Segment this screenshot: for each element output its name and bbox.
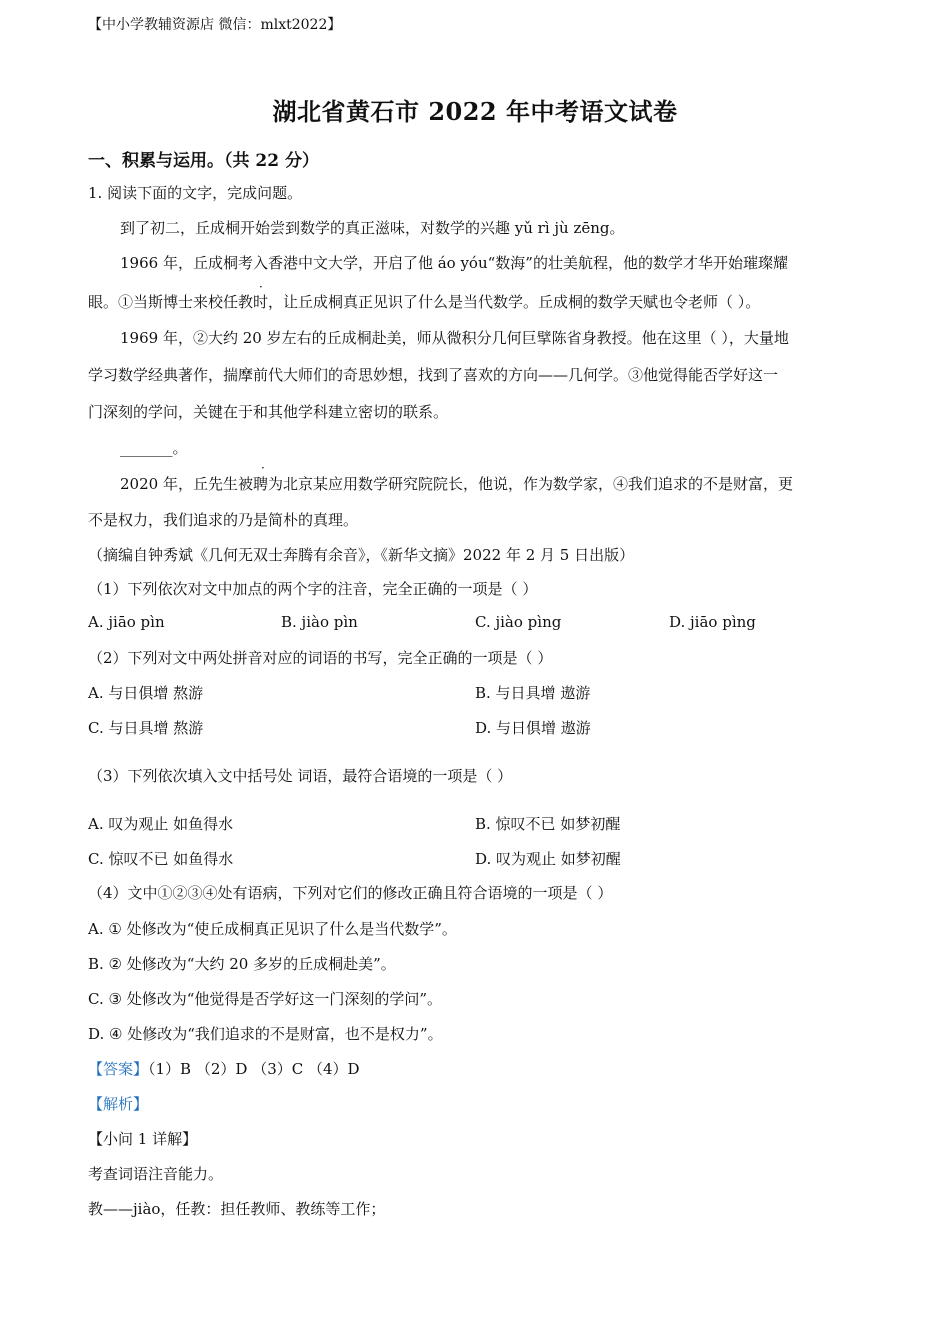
emphasis-dot: · [261,461,265,475]
option-d[interactable]: D. jiāo pìng [669,613,756,631]
passage-para-3a: 1969 年，②大约 20 岁左右的丘成桐赴美，师从微积分几何巨擘陈省身教授。他在这里（ ），大量地 [120,329,789,347]
option-c[interactable]: C. ③ 处修改为“他觉得是否学好这一门深刻的学问”。 [88,990,443,1008]
passage-para-3b: 学习数学经典著作，揣摩前代大师们的奇思妙想，找到了喜欢的方向——几何学。③他觉得能否学好这一 [88,366,779,384]
sub-question-1-stem: （1）下列依次对文中加点的两个字的注音，完全正确的一项是（ ） [88,580,538,598]
question-stem: 1. 阅读下面的文字，完成问题。 [88,184,303,202]
option-a[interactable]: A. 叹为观止 如鱼得水 [88,815,234,833]
answer-line [88,1058,360,1079]
page-title: 湖北省黄石市 2022 年中考语文试卷 [272,97,678,126]
option-a[interactable]: A. ① 处修改为“使丘成桐真正见识了什么是当代数学”。 [88,920,457,938]
option-d[interactable]: D. 与日俱增 遨游 [475,719,591,737]
option-c[interactable]: C. 惊叹不已 如鱼得水 [88,850,234,868]
sub-question-2-stem: （2）下列对文中两处拼音对应的词语的书写，完全正确的一项是（ ） [88,649,553,667]
option-c[interactable]: C. jiào pìng [475,613,562,631]
answer-text: （1）B （2）D （3）C （4）D [148,1060,360,1078]
detail-text: 考查词语注音能力。 [88,1165,224,1183]
passage-para-3c: 门深刻的学问，关键在于和其他学科建立密切的联系。 [88,403,449,421]
passage-blank-line: _______。 [120,439,188,457]
detail-label: 【小问 1 详解】 [88,1130,198,1148]
section-heading: 一、积累与运用。（共 22 分） [88,151,319,171]
emphasis-dot: · [259,280,263,294]
top-banner: 【中小学教辅资源店 微信：mlxt2022】 [88,17,342,33]
option-b[interactable]: B. 与日具增 遨游 [475,684,591,702]
passage-para-2a: 1966 年，丘成桐考入香港中文大学，开启了他 áo yóu“数海”的壮美航程，他的数学才华开始璀璨耀 [120,254,788,272]
sub-question-3-stem: （3）下列依次填入文中括号处 词语，最符合语境的一项是（ ） [88,767,513,785]
passage-para-1: 到了初二，丘成桐开始尝到数学的真正滋味，对数学的兴趣 yǔ rì jù zēng。 [120,219,625,237]
passage-source: （摘编自钟秀斌《几何无双士奔腾有余音》，《新华文摘》2022 年 2 月 5 日出版） [88,546,635,564]
option-b[interactable]: B. 惊叹不已 如梦初醒 [475,815,621,833]
detail-text: 教——jiào，任教：担任教师、教练等工作； [88,1200,386,1218]
option-d[interactable]: D. ④ 处修改为“我们追求的不是财富，也不是权力”。 [88,1025,443,1043]
option-b[interactable]: B. jiào pìn [281,613,358,631]
option-c[interactable]: C. 与日具增 熬游 [88,719,204,737]
passage-para-2b: 眼。①当斯博士来校任教时，让丘成桐真正见识了什么是当代数学。丘成桐的数学天赋也令老师（ ）。 [88,293,761,311]
analysis-label: 【解析】 [88,1095,149,1113]
option-a[interactable]: A. 与日俱增 熬游 [88,684,204,702]
option-b[interactable]: B. ② 处修改为“大约 20 多岁的丘成桐赴美”。 [88,955,396,973]
option-d[interactable]: D. 叹为观止 如梦初醒 [475,850,621,868]
option-a[interactable]: A. jiāo pìn [88,613,165,631]
sub-question-4-stem: （4）文中①②③④处有语病，下列对它们的修改正确且符合语境的一项是（ ） [88,884,613,902]
passage-para-5b: 不是权力，我们追求的乃是简朴的真理。 [88,511,359,529]
answer-label: 【答案】 [88,1060,149,1078]
passage-para-5a: 2020 年，丘先生被聘为北京某应用数学研究院院长，他说，作为数学家，④我们追求的不是财富，更 [120,475,793,493]
